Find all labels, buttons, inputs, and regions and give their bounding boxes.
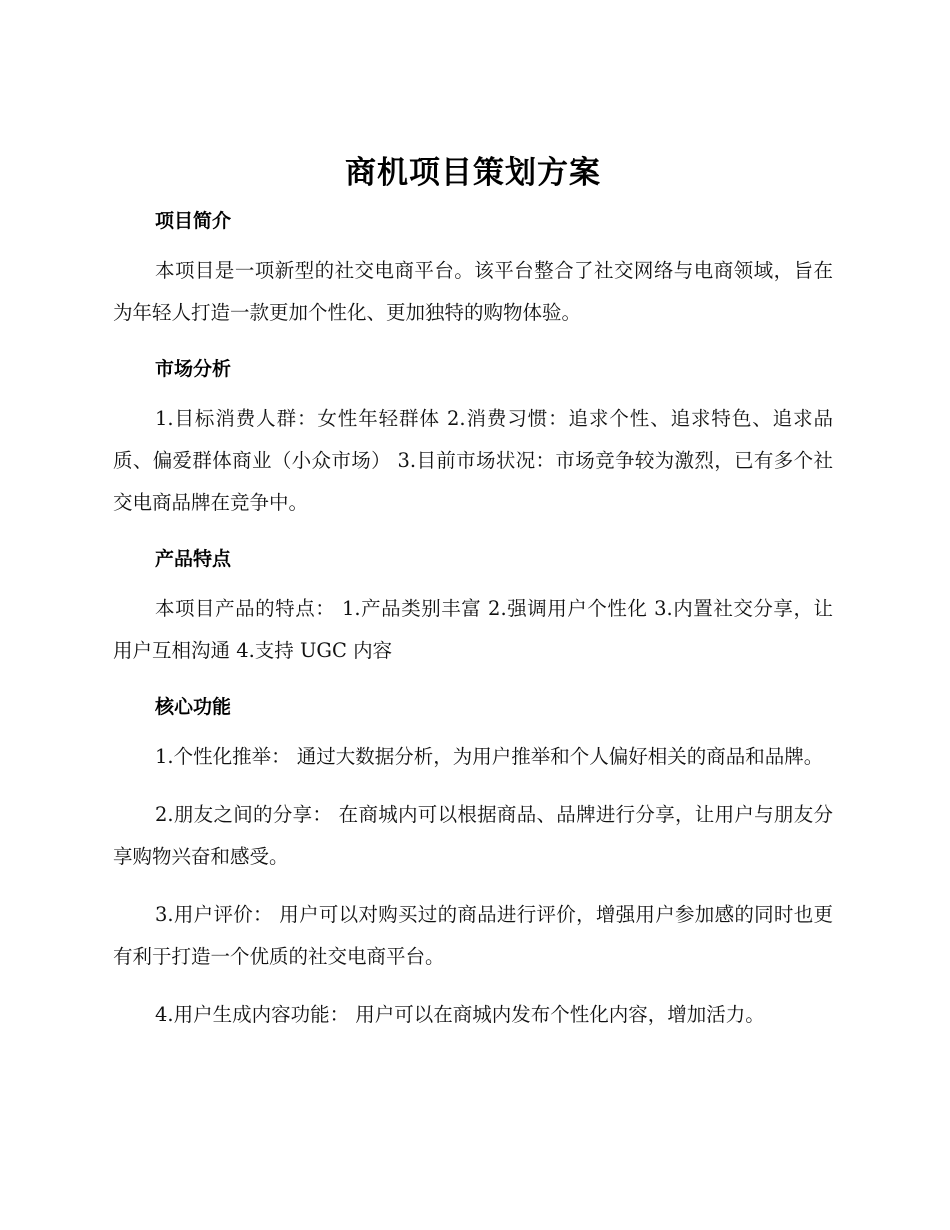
- paragraph: 本项目产品的特点： 1.产品类别丰富 2.强调用户个性化 3.内置社交分享，让用户互相沟通 4.支持 UGC 内容: [113, 597, 833, 662]
- paragraph: 3.用户评价： 用户可以对购买过的商品进行评价，增强用户参加感的同时也更有利于打造一个优质的社交电商平台。: [113, 903, 833, 968]
- section-heading-project-intro: 项目简介: [155, 210, 232, 232]
- document-title: 商机项目策划方案: [345, 155, 601, 191]
- document-body: [113, 150, 833, 1036]
- paragraph: 2.朋友之间的分享： 在商城内可以根据商品、品牌进行分享，让用户与朋友分享购物兴奋和感受。: [113, 803, 833, 868]
- section-heading-core-functions: 核心功能: [155, 696, 232, 718]
- paragraph: 1.目标消费人群：女性年轻群体 2.消费习惯：追求个性、追求特色、追求品质、偏爱群体商业（小众市场） 3.目前市场状况：市场竞争较为激烈，已有多个社交电商品牌在竞争中。: [113, 407, 833, 514]
- paragraph: 1.个性化推举： 通过大数据分析，为用户推举和个人偏好相关的商品和品牌。: [155, 745, 824, 768]
- section-heading-product-features: 产品特点: [155, 548, 232, 570]
- section-heading-market-analysis: 市场分析: [155, 358, 232, 380]
- paragraph: 4.用户生成内容功能： 用户可以在商城内发布个性化内容，增加活力。: [155, 1003, 765, 1026]
- paragraph: 本项目是一项新型的社交电商平台。该平台整合了社交网络与电商领域，旨在为年轻人打造一款更加个性化、更加独特的购物体验。: [113, 259, 833, 324]
